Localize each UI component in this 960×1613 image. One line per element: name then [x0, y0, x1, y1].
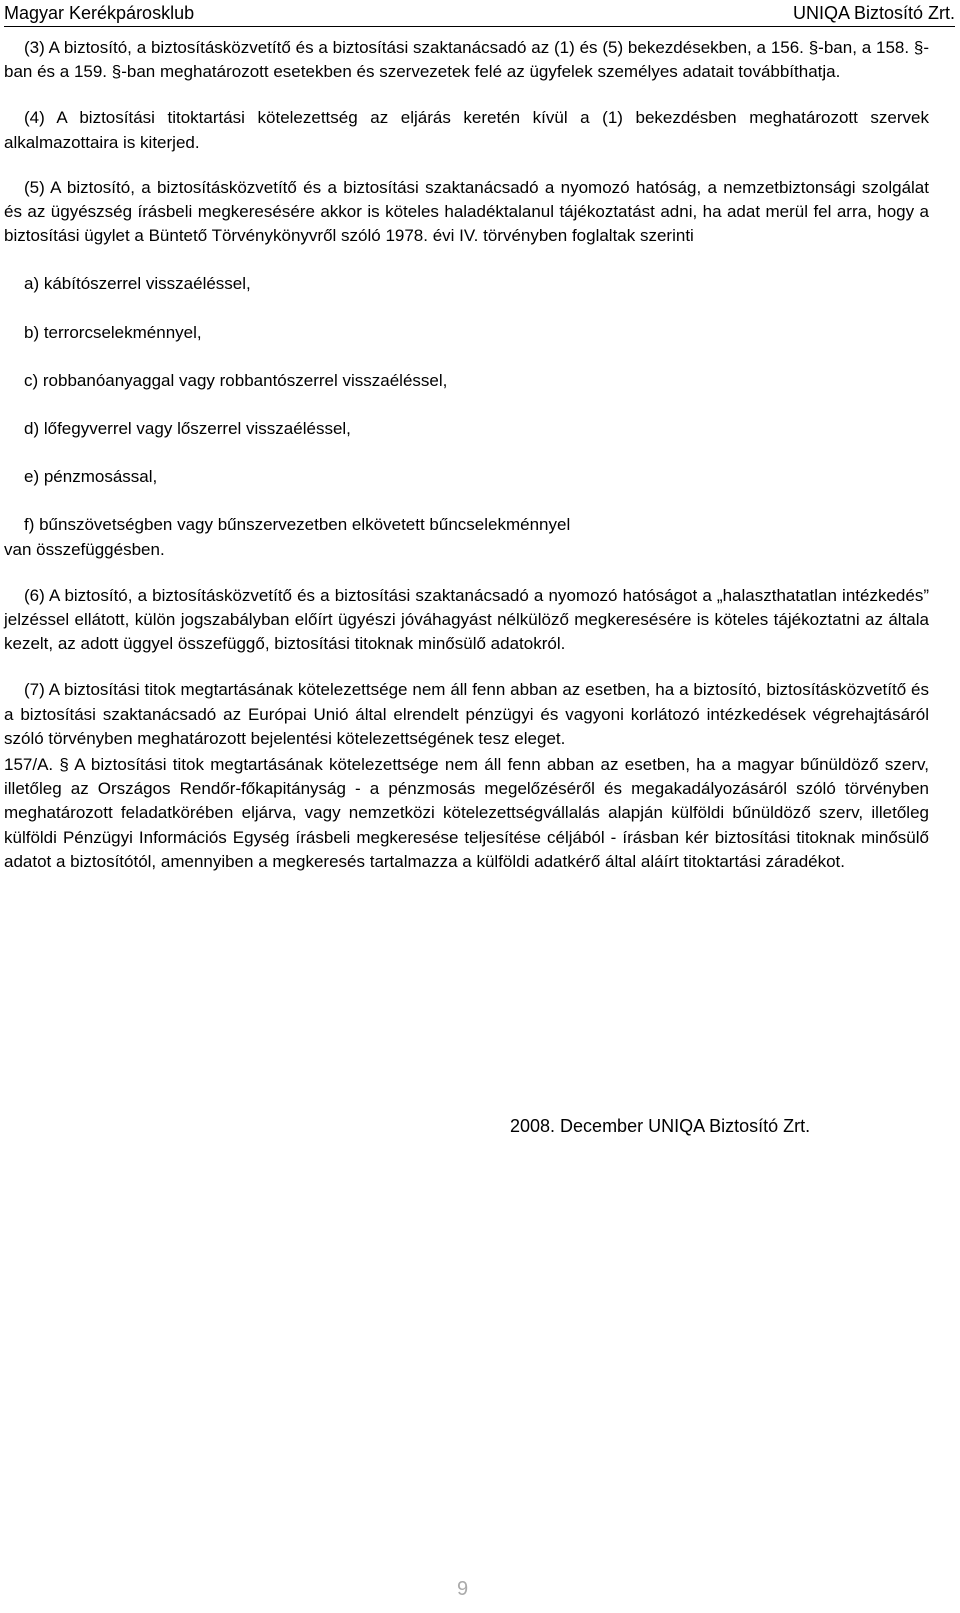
list-ending: van összefüggésben.	[4, 539, 165, 559]
page-number: 9	[457, 1578, 469, 1600]
page-header	[4, 0, 955, 27]
paragraph-5: (5) A biztosító, a biztosításközvetítő és a biztosítási szaktanácsadó a nyomozó hatóság, a nemzetbiztonsági szolgálat és az ügyészség írásbeli megkeresésére akkor is köteles haladéktalanul tájékoztatást adni, ha adat merül fel arra, hogy a biztosítási ügylet a Büntető Törvénykönyvről szóló 1978. évi IV. törvényben foglaltak szerinti	[4, 177, 929, 246]
document-body	[4, 36, 929, 874]
paragraph-157a: 157/A. § A biztosítási titok megtartásának kötelezettsége nem áll fenn abban az esetben, ha a magyar bűnüldöző szerv, illetőleg az Országos Rendőr-főkapitányság - a pénzmosás megelőzéséről és megakadályozásáról szóló törvényben meghatározott feladatkörében eljárva, vagy nemzetközi kötelezettségvállalás alapján külföldi bűnüldöző szerv, illetőleg külföldi Pénzügyi Információs Egység írásbeli megkeresése teljesítése céljából - írásban kér biztosítási titoknak minősülő adatot a biztosítótól, amennyiben a megkeresés tartalmazza a külföldi adatkérő által aláírt titoktartási záradékot.	[4, 755, 929, 871]
list-item: e) pénzmosással,	[24, 467, 158, 487]
list-item: f) bűnszövetségben vagy bűnszervezetben elkövetett bűncselekménnyel	[24, 515, 571, 535]
list-item: d) lőfegyverrel vagy lőszerrel visszaéléssel,	[24, 419, 351, 439]
list-item: b) terrorcselekménnyel,	[24, 322, 202, 342]
signature-line: 2008. December UNIQA Biztosító Zrt.	[510, 1116, 811, 1136]
list-item: c) robbanóanyaggal vagy robbantószerrel visszaéléssel,	[24, 370, 448, 390]
paragraph-3: (3) A biztosító, a biztosításközvetítő és a biztosítási szaktanácsadó az (1) és (5) bekezdésekben, a 156. §-ban, a 158. §-ban és a 159. §-ban meghatározott esetekben és szervezetek felé az ügyfelek személyes adatait továbbíthatja.	[4, 38, 929, 82]
header-right-text: UNIQA Biztosító Zrt.	[792, 3, 955, 23]
list-item: a) kábítószerrel visszaéléssel,	[24, 274, 251, 294]
header-left-text: Magyar Kerékpárosklub	[4, 3, 195, 23]
paragraph-7: (7) A biztosítási titok megtartásának kötelezettsége nem áll fenn abban az esetben, ha a biztosító, biztosításközvetítő és a biztosítási szaktanácsadó az Európai Unió által elrendelt pénzügyi és vagyoni korlátozó intézkedések végrehajtásáról szóló törvényben meghatározott bejelentési kötelezettségének tesz eleget.	[4, 680, 929, 748]
paragraph-4: (4) A biztosítási titoktartási kötelezettség az eljárás keretén kívül a (1) bekezdésben meghatározott szervek alkalmazottaira is kiterjed.	[4, 108, 929, 152]
paragraph-6: (6) A biztosító, a biztosításközvetítő és a biztosítási szaktanácsadó a nyomozó hatóságot a „halaszthatatlan intézkedés” jelzéssel ellátott, külön jogszabályban előírt ügyészi jóváhagyást nélkülöző megkeresésére is köteles tájékoztatni az általa kezelt, az adott üggyel összefüggő, biztosítási titoknak minősülő adatokról.	[4, 585, 929, 654]
